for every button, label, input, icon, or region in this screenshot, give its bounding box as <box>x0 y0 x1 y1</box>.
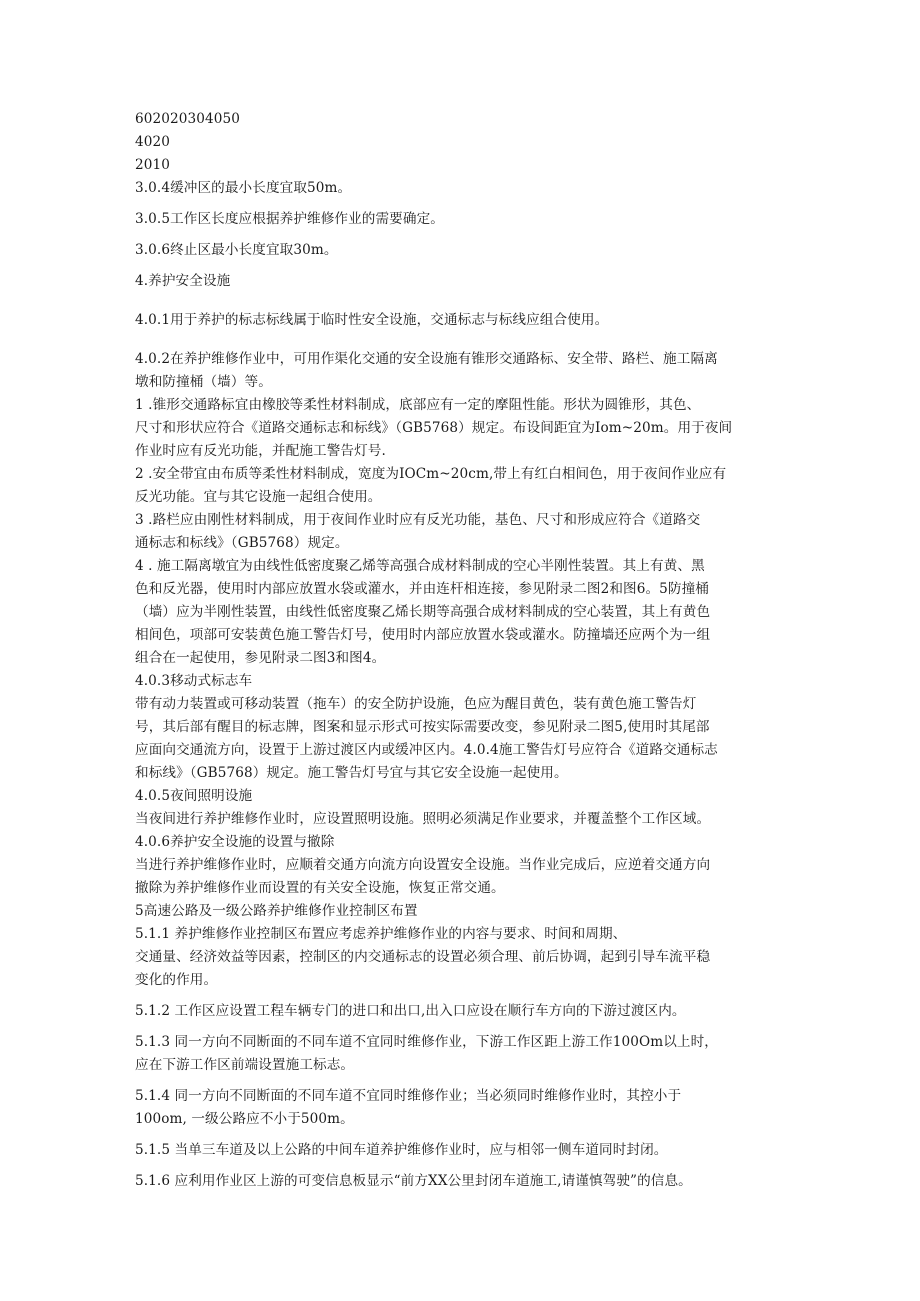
text-line: 色和反光器，使用时内部应放置水袋或灌水，并由连杆相连接，参见附录二图2和图6。5防撞桶 <box>135 581 709 597</box>
text-line: 当进行养护维修作业时，应顺着交通方向流方向设置安全设施。当作业完成后，应逆着交通方向 <box>135 857 711 873</box>
text-line: 作业时应有反光功能，并配施工警告灯号. <box>135 443 386 459</box>
text-line: 5.1.6 应利用作业区上游的可变信息板显示“前方XX公里封闭车道施工,请谨慎驾驶”的信息。 <box>135 1173 692 1189</box>
text-line: 3 .路栏应由刚性材料制成，用于夜间作业时应有反光功能，基色、尺寸和形成应符合《道路交 <box>135 512 701 528</box>
section-heading: 4.0.3移动式标志车 <box>135 673 253 689</box>
text-line: 1 .锥形交通路标宜由橡胶等柔性材料制成，底部应有一定的摩阻性能。形状为圆锥形，其色、 <box>135 397 701 413</box>
section-heading: 5高速公路及一级公路养护维修作业控制区布置 <box>135 903 418 919</box>
text-line: 3.0.6终止区最小长度宜取30m。 <box>135 242 338 258</box>
text-line: 号，其后部有醒目的标志牌，图案和显示形式可按实际需要改变，参见附录二图5,使用时其尾部 <box>135 719 710 735</box>
text-line: 组合在一起使用，参见附录二图3和图4。 <box>135 650 386 666</box>
text-line: 4 . 施工隔离墩宜为由线性低密度聚乙烯等高强合成材料制成的空心半刚性装置。其上有黄、黑 <box>135 558 705 574</box>
text-line: 交通量、经济效益等因素，控制区的内交通标志的设置必须合理、前后协调，起到引导车流平稳 <box>135 949 711 965</box>
document-body <box>135 108 795 1193</box>
text-line: 应面向交通流方向，设置于上游过渡区内或缓冲区内。4.0.4施工警告灯号应符合《道路交通标志 <box>135 742 718 758</box>
text-line: 2 .安全带宜由布质等柔性材料制成，宽度为IOCm~20cm,带上有红白相间色，用于夜间作业应有 <box>135 466 727 482</box>
text-line: 5.1.3 同一方向不同断面的不同车道不宜同时维修作业，下游工作区距上游工作100Om以上时， <box>135 1034 718 1050</box>
text-line: 相间色，项部可安装黄色施工警告灯号，使用时内部应放置水袋或灌水。防撞墙还应两个为一组 <box>135 627 711 643</box>
text-line: 3.0.4缓冲区的最小长度宜取50m。 <box>135 180 352 196</box>
text-line: 3.0.5工作区长度应根据养护维修作业的需要确定。 <box>135 211 444 227</box>
text-line: 带有动力装置或可移动装置（拖车）的安全防护设施，色应为醒目黄色，装有黄色施工警告灯 <box>135 696 697 712</box>
text-line: 5.1.5 当单三车道及以上公路的中间车道养护维修作业时，应与相邻一侧车道同时封闭。 <box>135 1142 668 1158</box>
text-line: 通标志和标线》（GB5768）规定。 <box>135 535 349 551</box>
text-line: （墙）应为半刚性装置，由线性低密度聚乙烯长期等高强合成材料制成的空心装置，其上有黄色 <box>135 604 711 620</box>
section-heading: 4.0.6养护安全设施的设置与撤除 <box>135 834 335 850</box>
text-line: 变化的作用。 <box>135 972 218 988</box>
section-heading: 4.0.5夜间照明设施 <box>135 788 253 804</box>
text-line: 4.0.1用于养护的标志标线属于临时性安全设施，交通标志与标线应组合使用。 <box>135 312 609 328</box>
text-line: 5.1.4 同一方向不同断面的不同车道不宜同时维修作业；当必须同时维修作业时，其控小于 <box>135 1088 682 1104</box>
text-line: 撤除为养护维修作业而设置的有关安全设施，恢复正常交通。 <box>135 880 505 896</box>
text-line: 墩和防撞桶（墙）等。 <box>135 374 272 390</box>
text-line: 反光功能。宜与其它设施一起组合使用。 <box>135 489 382 505</box>
text-line: 4.0.2在养护维修作业中，可用作渠化交通的安全设施有锥形交通路标、安全带、路栏、施工隔离 <box>135 351 718 367</box>
text-line: 尺寸和形状应符合《道路交通标志和标线》（GB5768）规定。布设间距宜为Iom~20m。用于夜间 <box>135 420 733 436</box>
section-heading: 4.养护安全设施 <box>135 273 231 289</box>
text-line: 2010 <box>135 157 170 173</box>
text-line: 5.1.1 养护维修作业控制区布置应考虑养护维修作业的内容与要求、时间和周期、 <box>135 926 627 942</box>
text-line: 和标线》（GB5768）规定。施工警告灯号宜与其它安全设施一起使用。 <box>135 765 568 781</box>
text-line: 4020 <box>135 134 170 150</box>
text-line: 5.1.2 工作区应设置工程车辆专门的进口和出口,出入口应设在顺行车方向的下游过渡区内。 <box>135 1003 686 1019</box>
text-line: 应在下游工作区前端设置施工标志。 <box>135 1057 355 1073</box>
text-line: 当夜间进行养护维修作业时，应设置照明设施。照明必须满足作业要求，并覆盖整个工作区域。 <box>135 811 711 827</box>
text-line: 602020304050 <box>135 111 240 127</box>
text-line: 100om, 一级公路应不小于500m。 <box>135 1111 354 1127</box>
